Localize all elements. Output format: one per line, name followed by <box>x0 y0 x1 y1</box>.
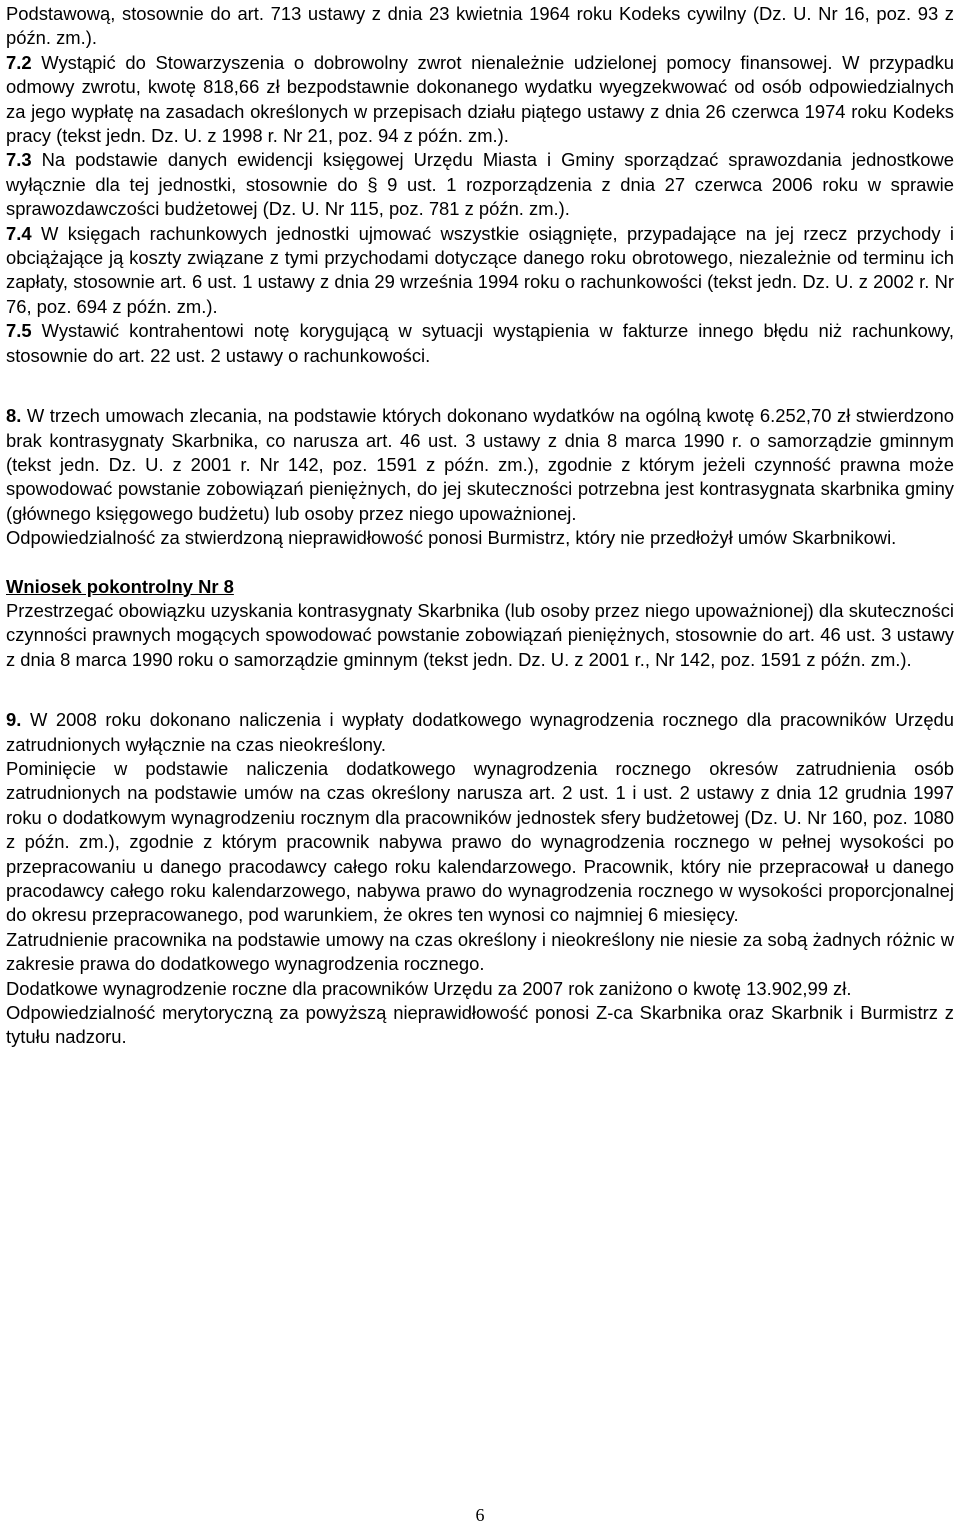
paragraph-7-2: 7.2 Wystąpić do Stowarzyszenia o dobrowolny zwrot nienależnie udzielonej pomocy finansowej. W przypadku odmowy zwrotu, kwotę 818,66 zł bezpodstawnie dokonanego wydatku wyegzekwować od osób odpowiedzialnych za jego wypłatę na zasadach określonych w przepisach działu piątego ustawy z dnia 26 czerwca 1974 roku Kodeks pracy (tekst jedn. Dz. U. z 1998 r. Nr 21, poz. 94 z późn. zm.). <box>6 51 954 147</box>
point-number: 8. <box>6 405 22 427</box>
paragraph-9-d: Dodatkowe wynagrodzenie roczne dla pracowników Urzędu za 2007 rok zaniżono o kwotę 13.902,99 zł. <box>6 977 852 999</box>
point-number: 7.3 <box>6 149 32 171</box>
point-number: 7.4 <box>6 222 32 244</box>
paragraph-9-c: Zatrudnienie pracownika na podstawie umowy na czas określony i nieokreślony nie niesie za sobą żadnych różnic w zakresie prawa do dodatkowego wynagrodzenia rocznego. <box>6 928 954 975</box>
page-number: 6 <box>475 1505 485 1525</box>
wniosek-text: Przestrzegać obowiązku uzyskania kontrasygnaty Skarbnika (lub osoby przez niego upoważnionej) dla skuteczności czynności prawnych mogących spowodować powstanie zobowiązań pieniężnych, stosownie do art. 46 ust. 3 ustawy z dnia 8 marca 1990 roku o samorządzie gminnym (tekst jedn. Dz. U. z 2001 r., Nr 142, poz. 1591 z późn. zm.). <box>6 599 954 670</box>
point-number: 7.5 <box>6 320 32 342</box>
wniosek-heading: Wniosek pokontrolny Nr 8 <box>6 575 234 597</box>
spacer <box>6 551 954 575</box>
paragraph-7-5: 7.5 Wystawić kontrahentowi notę korygującą w sytuacji wystąpienia w fakturze innego błędu niż rachunkowy, stosownie do art. 22 ust. 2 ustawy o rachunkowości. <box>6 320 954 366</box>
paragraph-8-responsibility: Odpowiedzialność za stwierdzoną nieprawidłowość ponosi Burmistrz, który nie przedłożył umów Skarbnikowi. <box>6 527 897 549</box>
paragraph-7-3: 7.3 Na podstawie danych ewidencji księgowej Urzędu Miasta i Gminy sporządzać sprawozdania jednostkowe wyłącznie dla tej jednostki, stosownie do § 9 ust. 1 rozporządzenia z dnia 27 czerwca 2006 roku w sprawie sprawozdawczości budżetowej (Dz. U. Nr 115, poz. 781 z późn. zm.). <box>6 149 954 220</box>
paragraph-9-b: Pominięcie w podstawie naliczenia dodatkowego wynagrodzenia rocznego okresów zatrudnienia osób zatrudnionych na podstawie umów na czas określony narusza art. 2 ust. 1 i ust. 2 ustawy z dnia 12 grudnia 1997 roku o dodatkowym wynagrodzeniu rocznym dla pracowników jednostek sfery budżetowej (Dz. U. Nr 160, poz. 1080 z późn. zm.), zgodnie z którym pracownik nabywa prawo do wynagrodzenia rocznego w pełnej wysokości po przepracowaniu u danego pracodawcy całego roku kalendarzowego. Pracownik, który nie przepracował u danego pracodawcy całego roku kalendarzowego, nabywa prawo do wynagrodzenia rocznego w wysokości proporcjonalnej do okresu przepracowanego, pod warunkiem, że okres ten wynosi co najmniej 6 miesięcy. <box>6 757 954 926</box>
spacer <box>6 672 954 708</box>
paragraph-7-4: 7.4 W księgach rachunkowych jednostki ujmować wszystkie osiągnięte, przypadające na jej rzecz przychody i obciążające ją koszty związane z tymi przychodami dotyczące danego roku obrotowego, niezależnie od terminu ich zapłaty, stosownie art. 6 ust. 1 ustawy z dnia 29 września 1994 roku o rachunkowości (tekst jedn. Dz. U. z 2002 r. Nr 76, poz. 694 z późn. zm.). <box>6 222 954 317</box>
paragraph-9-e: Odpowiedzialność merytoryczną za powyższą nieprawidłowość ponosi Z-ca Skarbnika oraz Skarbnik i Burmistrz z tytułu nadzoru. <box>6 1002 954 1048</box>
spacer <box>6 368 954 404</box>
point-number: 9. <box>6 709 22 731</box>
paragraph-8: 8. W trzech umowach zlecania, na podstawie których dokonano wydatków na ogólną kwotę 6.252,70 zł stwierdzono brak kontrasygnaty Skarbnika, co narusza art. 46 ust. 3 ustawy z dnia 8 marca 1990 r. o samorządzie gminnym (tekst jedn. Dz. U. z 2001 r. Nr 142, poz. 1591 z późn. zm.), zgodnie z którym jeżeli czynność prawna może spowodować powstanie zobowiązań pieniężnych, do jej skuteczności potrzebna jest kontrasygnata skarbnika gminy (głównego księgowego budżetu) lub osoby przez niego upoważnionej. <box>6 405 954 524</box>
paragraph-7-1-tail: Podstawową, stosownie do art. 713 ustawy z dnia 23 kwietnia 1964 roku Kodeks cywilny (Dz. U. Nr 16, poz. 93 z późn. zm.). <box>6 3 954 49</box>
point-number: 7.2 <box>6 51 32 73</box>
paragraph-9: 9. W 2008 roku dokonano naliczenia i wypłaty dodatkowego wynagrodzenia rocznego dla pracowników Urzędu zatrudnionych wyłącznie na czas nieokreślony. <box>6 709 954 755</box>
